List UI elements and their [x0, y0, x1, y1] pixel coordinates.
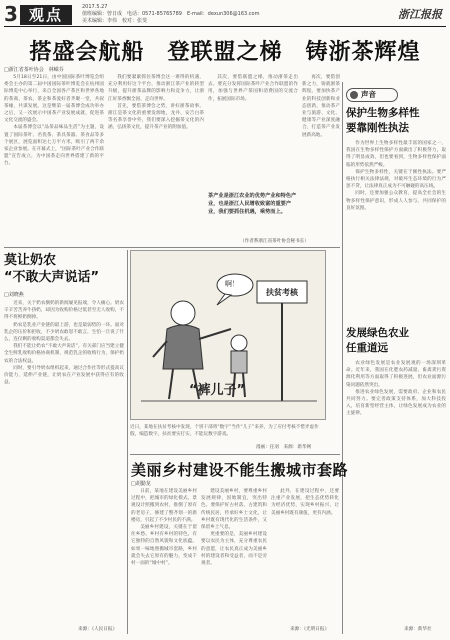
- left-essay-paragraph: 近来，关于奶农倒奶的新闻屡见报端，令人痛心。奶农辛辛苦苦养牛挤奶，却因为收购价格过低甚至无人收购，不得不将鲜奶倒掉。: [4, 301, 124, 321]
- cartoon-caption-label: “裤儿子”: [189, 383, 246, 398]
- left-essay-body: [4, 300, 124, 622]
- left-essay-title-text: 莫让奶农 “不敢大声说话”: [4, 253, 100, 285]
- bottom-paragraph: 此外，在建设过程中，还要注重产业发展，把生态优势转化为经济优势，实现乡村振兴，让美丽乡村既有颜值，更有内涵。: [271, 489, 339, 516]
- cartoon-credit: 漫画：任羽 来源：新华网: [256, 445, 312, 450]
- bottom-column-3: [271, 488, 339, 622]
- lead-byline: □浙江省茶叶协会 林嵘芬: [4, 67, 64, 73]
- bottom-paragraph: 美丽乡村建设，关键在于留住乡愁。乡村有乡村的特色，有它独特的自然风貌和文化底蕴。如果一味地照搬城市套路，乡村就会失去它原有的魅力，变成千村一面的“城中村”。: [131, 525, 197, 567]
- masthead: [4, 3, 446, 27]
- pull-quote: 茶产业是浙江农业的优势产业和特色产业，也是浙江人民增收致富的重要产业，我们要抓住机遇，乘势而上。: [208, 193, 297, 215]
- sidebar-body-1: [346, 140, 446, 320]
- lead-paragraph: 我们要紧紧抓住茶博会这一难得的机遇，充分利用好这个平台，推动浙江茶产业的转型升级，提升浙茶品牌的影响力和竞争力，让浙江好茶香飘全国、走向世界。: [108, 75, 204, 102]
- lead-column-3: [208, 74, 298, 190]
- divider: [342, 82, 343, 634]
- sidebar-paragraph: 作为世界上生物多样性最丰富的国家之一，我国在生物多样性保护方面做出了积极努力，取得了明显成效。但也要看到，生物多样性保护面临的形势依然严峻。: [346, 141, 446, 168]
- editor-line: 值班编辑：曾日成 电话：0571-85765789 E-mail：dexun306@163.com: [82, 11, 260, 17]
- lead-column-1: [4, 74, 104, 244]
- lead-paragraph: 首先，要借茶博会之势，讲好浙茶故事。浙江是茶文化的重要发源地，龙井、安吉白茶等名茶享誉中外，我们要深入挖掘茶文化的内涵，弘扬茶文化，提升茶产业的附加值。: [108, 103, 204, 131]
- divider: [4, 247, 340, 248]
- cartoon-note: 近日，某地在扶贫考核中发现，个别干部将“数字”当作“儿子”来养，为了应付考核不惜弄虚作假，编造数字。扶贫要实打实，不能玩数字游戏。: [130, 425, 319, 437]
- bottom-column-2: [201, 488, 267, 628]
- section-label: 观点: [20, 5, 72, 25]
- sidebar-paragraph: 农业绿色发展是农业发展观的一场深刻革命。近年来，我国在化肥农药减量、畜禽粪污资源化利用等方面取得了积极进展，但农业面源污染问题依然突出。: [346, 361, 446, 388]
- bottom-paragraph: 更重要的是，美丽乡村建设要以农民为主体，充分尊重农民的意愿，让农民真正成为美丽乡村的建设者和受益者，而不是旁观者。: [201, 532, 267, 567]
- main-headline: 搭盛会航船 登联盟之梯 铸浙茶辉煌: [29, 40, 421, 65]
- lead-signoff: （作者系浙江省茶叶协会秘书长）: [240, 239, 309, 244]
- lead-column-2: [108, 74, 204, 244]
- left-essay-title: [4, 252, 99, 286]
- bottom-feature-byline: □胡勤龙: [131, 481, 151, 487]
- sidebar-title-1: 保护生物多样性 要靠刚性执法: [346, 107, 420, 134]
- lead-paragraph: 其次，要借联盟之梯，推动浙茶走出去。要充分发挥国际茶叶产业合作联盟的作用，加强与世界产茶国和消费国的交流合作，拓展国际市场。: [208, 75, 298, 102]
- divider: [127, 250, 128, 634]
- page-number: 3: [4, 2, 18, 26]
- left-essay-paragraph: 我们不能让奶农“不敢大声说话”。有关部门应当建立健全生鲜乳收购价格协商机制，规范乳企的收购行为，保护奶农的合法权益。: [4, 344, 124, 364]
- sidebar-body-2: [346, 360, 446, 620]
- bottom-paragraph: 日前，某地在建设美丽乡村过程中，把城市的绿化模式、景观设计照搬到农村，推倒了原有的老房子，修建了整齐划一的新楼房，引起了不少村民的不满。: [131, 489, 197, 523]
- bottom-column-1: [131, 488, 197, 628]
- designer-line: 美术编辑：李伟 校对：张斐: [82, 18, 148, 24]
- sidebar-paragraph: 同时，还要加强公众教育，提高全社会的生物多样性保护意识，形成人人参与、共同保护的良好氛围。: [346, 191, 446, 211]
- sidebar-paragraph: 保护生物多样性，关键在于刚性执法。要严格执行相关法律法规，对破坏生态环境的行为严惩不贷，让法律真正成为不可触碰的高压线。: [346, 169, 446, 190]
- sidebar-paragraph: 推进农业绿色发展，需要政府、企业和农民共同努力。要完善政策支持体系，加大科技投入，培育新型经营主体，让绿色发展成为农业的主旋律。: [346, 389, 446, 417]
- divider: [130, 454, 340, 455]
- speaker-icon: [350, 91, 358, 99]
- bottom-paragraph: 建设美丽乡村，要尊重乡村发展规律，因地制宜，突出特色。要保护好古村落、古建筑和传统民居，传承好乡土文化，让乡村既有现代化的生活条件，又保留乡土气息。: [201, 489, 267, 531]
- lead-paragraph: 5月18日至21日，由中国国际茶叶博览会组委会主办的第二届中国国际茶叶博览会在杭州国际博览中心举行，来自全国各产茶区和世界各地的茶商、茶农、茶企和茶爱好者齐聚一堂，共叙茶缘，共谋发展。这是继第一届茶博会成功举办之后，又一次展示中国茶产业发展成就、促进茶文化交流的盛会。: [4, 75, 104, 124]
- cartoon-speech-text: 啊！: [225, 280, 239, 288]
- editorial-cartoon: [130, 250, 326, 420]
- date-line: 2017.5.27: [82, 4, 108, 10]
- left-essay-paragraph: 同时，要引导奶农组织起来，通过合作社等形式提高议价能力，延伸产业链，让奶农在产业发展中获得应有的收益。: [4, 365, 124, 386]
- bottom-feature-signoff: 来源：《光明日报》: [290, 627, 330, 632]
- left-essay-paragraph: 奶农是乳业产业链的最上游，也是最弱势的一环。面对乳企的压价和拒收，不少奶农敢怒不敢言，生怕一旦说了什么，连仅剩的收购渠道都会失去。: [4, 322, 124, 343]
- left-essay-byline: □刘晓燕: [4, 292, 24, 298]
- paper-name: 浙江报报: [398, 8, 442, 21]
- sidebar-signoff: 来源：新华社: [404, 627, 432, 632]
- left-essay-signoff: 来源：《人民日报》: [78, 627, 118, 632]
- sound-badge: [346, 88, 398, 102]
- bottom-feature-title: 美丽乡村建设不能生搬城市套路: [131, 461, 349, 479]
- lead-paragraph: 再次，要借创新之力，铸就浙茶辉煌。要加快茶产业的科技创新和业态创新，推动茶产业与旅游、文化、健康等产业深度融合，打造茶产业发展新高地。: [302, 75, 340, 138]
- lead-column-4: [302, 74, 340, 244]
- lead-paragraph: 本届茶博会以“品茶品味品生活”为主题，设置了国际茶叶、名优茶、茶具茶器、茶食品等多个展区，展览面积达七万平方米，吸引了两千余家企业参展。在开幕式上，“国际茶叶产业合作联盟”宣告成立，为中国茶走向世界搭建了新的平台。: [4, 125, 104, 167]
- sidebar-title-2: 发展绿色农业 任重道远: [346, 327, 409, 354]
- sound-badge-label: 声音: [361, 90, 376, 99]
- cartoon-sign-text: 扶贫考核: [266, 288, 298, 297]
